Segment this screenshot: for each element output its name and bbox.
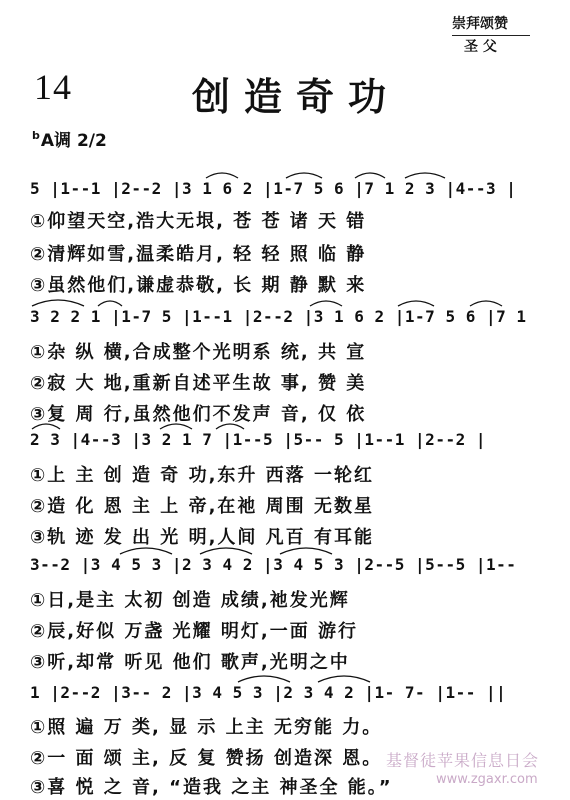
lyric-line-4-verse-3: ③听,却常 听见 他们 歌声,光明之中: [30, 652, 350, 673]
slur: [310, 301, 342, 306]
notation-line-2: 3 2 2 1 |1-7 5 |1--1 |2--2 |3 1 6 2 |1-7 5 6 |7 1: [30, 307, 527, 326]
lyric-line-2-verse-2: ②寂 大 地,重新自述平生故 事, 赞 美: [30, 373, 367, 394]
key-and-time: A调 2/2: [40, 131, 107, 151]
lyric-line-5-verse-1: ①照 遍 万 类, 显 示 上主 无穷能 力。: [30, 717, 383, 738]
lyric-line-4-verse-1: ①日,是主 太初 创造 成绩,祂发光辉: [30, 590, 350, 611]
lyric-line-2-verse-3: ③复 周 行,虽然他们不发声 音, 仅 依: [30, 404, 367, 425]
notation-line-5: 1 |2--2 |3-- 2 |3 4 5 3 |2 3 4 2 |1- 7- |1-- ||: [30, 683, 507, 702]
category-label: 崇拜颂赞: [452, 16, 508, 32]
category-block: [452, 14, 542, 57]
notation-line-4: 3--2 |3 4 5 3 |2 3 4 2 |3 4 5 3 |2--5 |5--5 |1--: [30, 555, 517, 574]
slur: [286, 173, 322, 178]
hymn-number: 14: [34, 67, 72, 107]
notation-line-1: 5 |1--1 |2--2 |3 1 6 2 |1-7 5 6 |7 1 2 3 |4--3 |: [30, 179, 517, 198]
slur: [206, 173, 238, 178]
slur: [238, 676, 290, 682]
lyric-line-5-verse-3: ③喜 悦 之 音, “造我 之主 神圣全 能。”: [30, 777, 393, 798]
category-divider: [452, 35, 530, 36]
lyric-line-1-verse-3: ③虽然他们,谦虚恭敬, 长 期 静 默 来: [30, 275, 367, 296]
author-label: 圣 父: [464, 39, 497, 55]
watermark-url: www.zgaxr.com: [436, 772, 538, 787]
watermark-text: 基督徒苹果信息日会: [386, 751, 540, 770]
lyric-line-2-verse-1: ①杂 纵 横,合成整个光明系 统, 共 宣: [30, 342, 367, 363]
slur: [355, 173, 385, 178]
key-signature: [32, 126, 107, 151]
lyric-line-1-verse-2: ②清辉如雪,温柔皓月, 轻 轻 照 临 静: [30, 244, 367, 265]
slur: [405, 173, 445, 178]
lyric-line-5-verse-2: ②一 面 颂 主, 反 复 赞扬 创造深 恩。: [30, 748, 383, 769]
slur: [398, 301, 434, 306]
slur: [32, 300, 84, 306]
lyric-line-3-verse-3: ③轨 迹 发 出 光 明,人间 凡百 有耳能: [30, 527, 374, 548]
slur: [470, 301, 502, 306]
lyric-line-1-verse-1: ①仰望天空,浩大无垠, 苍 苍 诸 天 错: [30, 211, 367, 232]
slur: [98, 301, 122, 306]
notation-line-3: 2 3 |4--3 |3 2 1 7 |1--5 |5-- 5 |1--1 |2--2 |: [30, 430, 486, 449]
lyric-line-3-verse-2: ②造 化 恩 主 上 帝,在祂 周围 无数星: [30, 496, 374, 517]
lyric-line-4-verse-2: ②辰,好似 万盏 光耀 明灯,一面 游行: [30, 621, 358, 642]
flat-symbol: b: [32, 129, 40, 143]
hymn-title: 创造奇功: [192, 75, 401, 119]
lyric-line-3-verse-1: ①上 主 创 造 奇 功,东升 西落 一轮红: [30, 465, 374, 486]
slur: [318, 676, 370, 682]
